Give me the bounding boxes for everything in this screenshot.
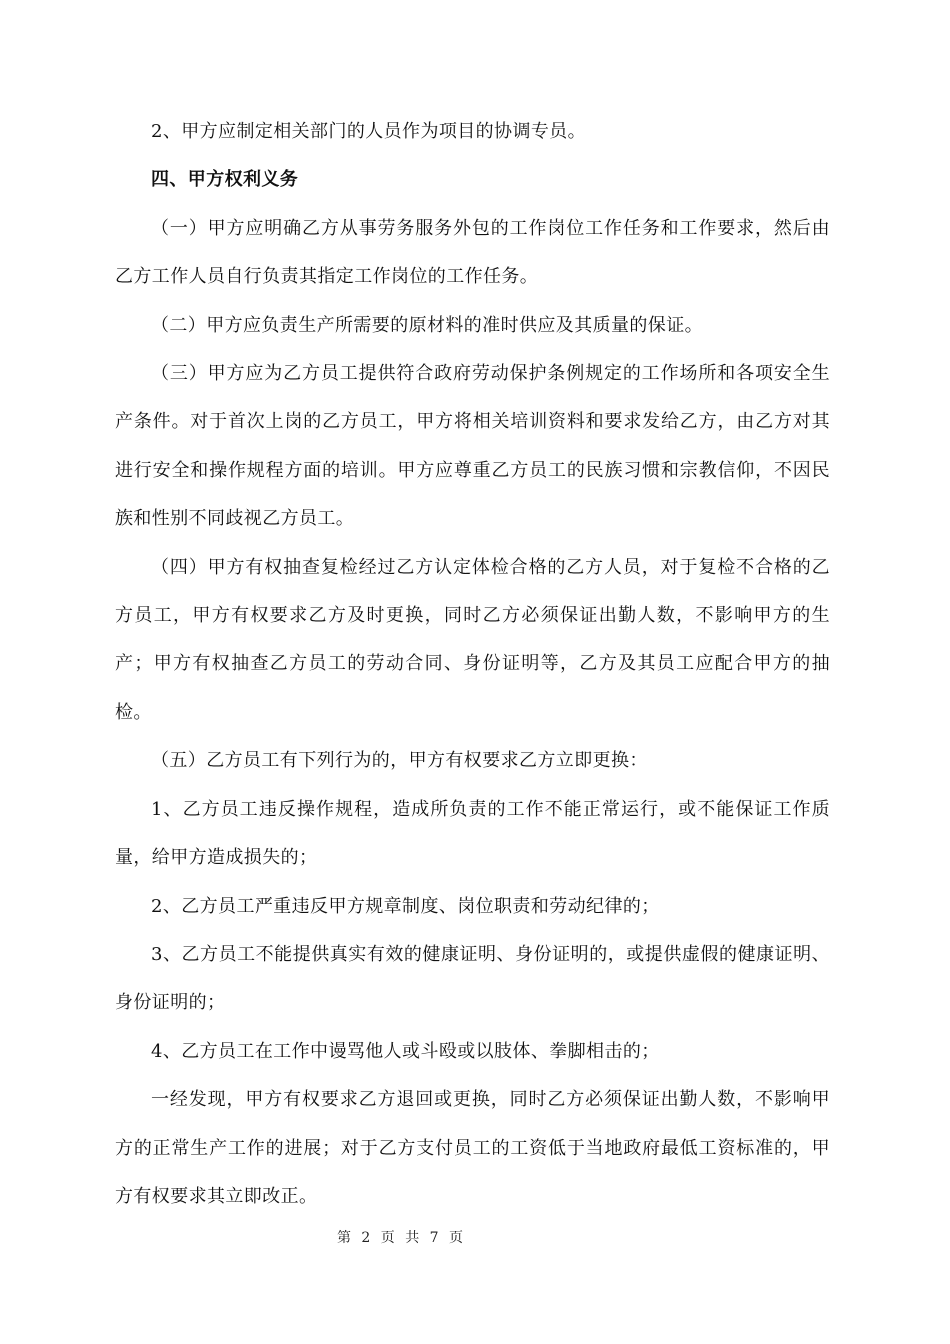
paragraph-clause-4: （四）甲方有权抽查复检经过乙方认定体检合格的乙方人员，对于复检不合格的乙方员工，甲方有权要求乙方及时更换，同时乙方必须保证出勤人数，不影响甲方的生产；甲方有权抽查乙方员工的劳动合同、身份证明等，乙方及其员工应配合甲方的抽检。 [115,556,830,723]
list-item-3: 3、乙方员工不能提供真实有效的健康证明、身份证明的，或提供虚假的健康证明、身份证明的； [115,943,830,1014]
paragraph-clause-3: （三）甲方应为乙方员工提供符合政府劳动保护条例规定的工作场所和各项安全生产条件。对于首次上岗的乙方员工，甲方将相关培训资料和要求发给乙方，由乙方对其进行安全和操作规程方面的培训。甲方应尊重乙方员工的民族习惯和宗教信仰，不因民族和性别不同歧视乙方员工。 [115,363,830,530]
section-heading-party-a-rights: 四、甲方权利义务 [151,169,299,191]
document-body [115,108,830,1221]
paragraph-clause-2: （二）甲方应负责生产所需要的原材料的准时供应及其质量的保证。 [151,314,703,336]
paragraph-clause-1: （一）甲方应明确乙方从事劳务服务外包的工作岗位工作任务和工作要求，然后由乙方工作人员自行负责其指定工作岗位的工作任务。 [115,217,830,288]
paragraph-clause-5: （五）乙方员工有下列行为的，甲方有权要求乙方立即更换： [151,750,648,772]
paragraph-conclusion: 一经发现，甲方有权要求乙方退回或更换，同时乙方必须保证出勤人数，不影响甲方的正常生产工作的进展；对于乙方支付员工的工资低于当地政府最低工资标准的，甲方有权要求其立即改正。 [115,1089,830,1207]
page-footer: 第 2 页 共 7 页 [336,1230,464,1246]
list-item-4: 4、乙方员工在工作中谩骂他人或斗殴或以肢体、拳脚相击的； [151,1040,660,1062]
list-item-1: 1、乙方员工违反操作规程，造成所负责的工作不能正常运行，或不能保证工作质量，给甲方造成损失的； [115,798,830,869]
paragraph-coordinator: 2、甲方应制定相关部门的人员作为项目的协调专员。 [151,121,587,142]
list-item-2: 2、乙方员工严重违反甲方规章制度、岗位职责和劳动纪律的； [151,895,660,917]
